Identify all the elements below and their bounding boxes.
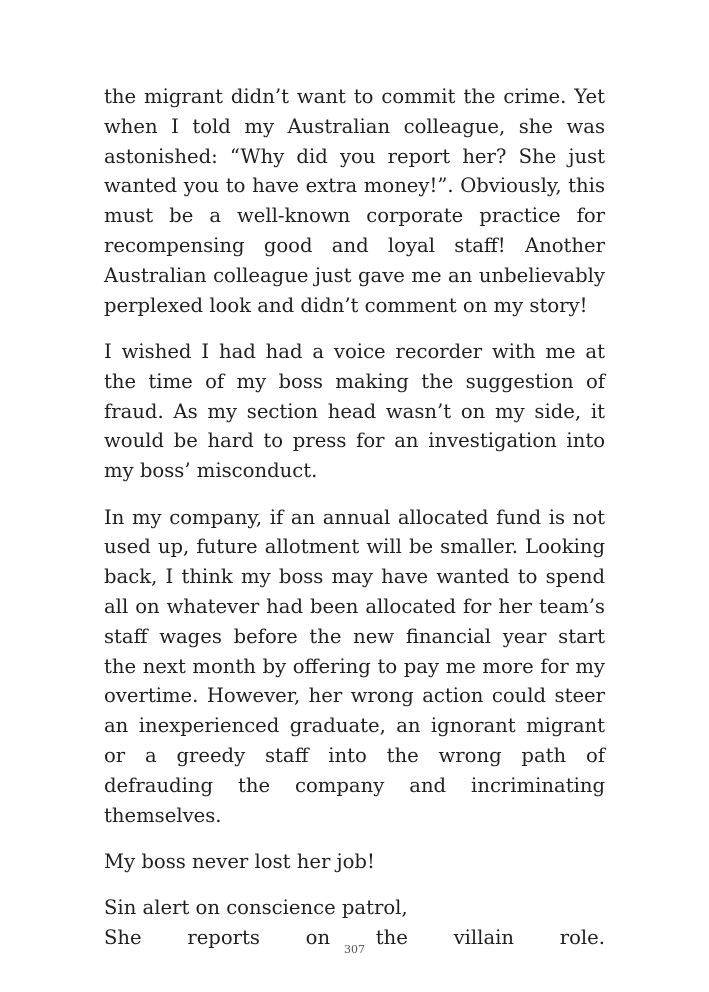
paragraph-4: My boss never lost her job! <box>104 849 375 873</box>
paragraph-2: I wished I had had a voice recorder with me at the time of my boss making the suggestion of fraud. As my section head wasn’t on my side, it would be hard to press for an investigation into my boss’ misconduct. <box>104 339 605 483</box>
poem-line-1: Sin alert on conscience patrol, <box>104 896 408 920</box>
body-text <box>104 82 605 953</box>
page-number: 307 <box>344 943 365 956</box>
poem-word: reports <box>187 926 260 950</box>
poem-word: She <box>104 926 142 950</box>
poem-word: the <box>375 926 408 950</box>
paragraph-3: In my company, if an annual allocated fund is not used up, future allotment will be smaller. Looking back, I think my boss may have wanted to spend all on whatever had been allocated for her team’s staff wages before the new financial year start the next month by offering to pay me more for my overtime. However, her wrong action could steer an inexperienced graduate, an ignorant migrant or a greedy staff into the wrong path of defrauding the company and incriminating themselves. <box>104 505 605 827</box>
paragraph-1: the migrant didn’t want to commit the crime. Yet when I told my Australian colleague, she was astonished: “Why did you report her? She just wanted you to have extra money!”. Obviously, this must be a well-known corporate practice for recompensing good and loyal staff! Another Australian colleague just gave me an unbelievably perplexed look and didn’t comment on my story! <box>104 85 605 317</box>
poem-word: on <box>305 926 331 950</box>
poem-word: role. <box>559 926 605 950</box>
poem-word: villain <box>453 926 515 950</box>
